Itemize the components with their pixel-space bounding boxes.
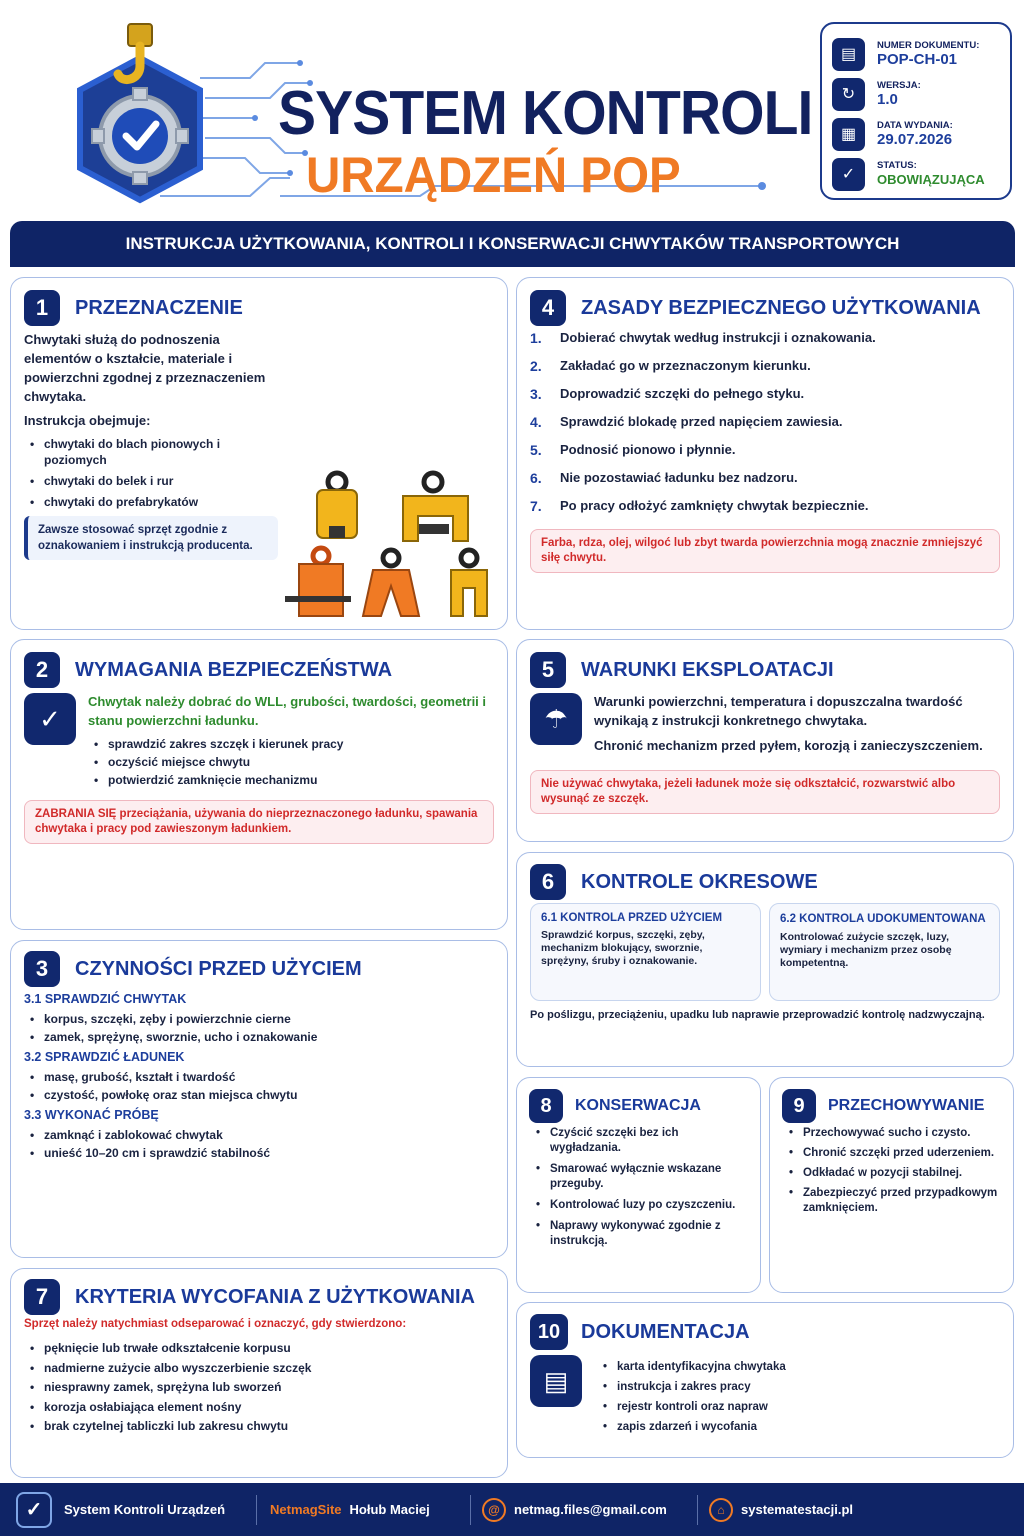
- step-item: [530, 414, 1000, 442]
- footer-divider: [256, 1495, 257, 1525]
- list-item: • Czyścić szczęki bez ich wygładzania.: [530, 1126, 752, 1156]
- website-link[interactable]: systematestacji.pl: [741, 1502, 854, 1517]
- list-item: • instrukcja i zakres pracy: [597, 1377, 997, 1397]
- meta-value: POP-CH-01: [877, 50, 958, 68]
- step-number: 1.: [530, 330, 542, 346]
- brand-name: NetmagSite: [270, 1502, 342, 1517]
- group-list: [24, 1010, 494, 1046]
- meta-doc-number: [832, 34, 1000, 74]
- safe-use-steps: [530, 330, 1000, 526]
- email-link[interactable]: netmag.files@gmail.com: [514, 1502, 667, 1517]
- documented-check: [769, 903, 1000, 1001]
- storage-list: [783, 1126, 1008, 1216]
- main-title: SYSTEM KONTROLI: [278, 79, 813, 148]
- list-item: • chwytaki do prefabrykatów: [24, 494, 259, 510]
- section-number: 5: [530, 652, 566, 688]
- meta-value: 1.0: [877, 90, 898, 108]
- section-number: 3: [24, 951, 60, 987]
- meta-label: WERSJA:: [877, 79, 921, 91]
- step-number: 3.: [530, 386, 542, 402]
- step-item: [530, 386, 1000, 414]
- step-text: Dobierać chwytak według instrukcji i oznakowania.: [560, 330, 876, 345]
- step-number: 6.: [530, 470, 542, 486]
- section-title: CZYNNOŚCI PRZED UŻYCIEM: [75, 958, 362, 980]
- email-icon: @: [482, 1498, 506, 1522]
- subsection-title: 6.2 KONTROLA UDOKUMENTOWANA: [780, 913, 986, 925]
- list-item: • Naprawy wykonywać zgodnie z instrukcją.: [530, 1219, 752, 1249]
- list-item: • Przechowywać sucho i czysto.: [783, 1126, 1008, 1141]
- step-item: [530, 470, 1000, 498]
- withdrawal-lead: Sprzęt należy natychmiast odseparować i oznaczyć, gdy stwierdzono:: [24, 1318, 407, 1330]
- section-purpose: [10, 277, 508, 630]
- section-periodic-checks: [516, 852, 1014, 1067]
- section-intro: Chwytaki służą do podnoszenia elementów o kształcie, materiale i powierzchni zgodnej z przeznaczeniem chwytaka.: [24, 332, 266, 404]
- umbrella-icon: ☂: [530, 693, 582, 745]
- section-title: WARUNKI EKSPLOATACJI: [581, 659, 834, 681]
- step-number: 5.: [530, 442, 542, 458]
- group-heading: 3.2 SPRAWDZIĆ ŁADUNEK: [24, 1050, 185, 1064]
- section-title: ZASADY BEZPIECZNEGO UŻYTKOWANIA: [581, 297, 981, 319]
- list-item: • Odkładać w pozycji stabilnej.: [783, 1166, 1008, 1181]
- check-icon: ✓: [16, 1492, 52, 1528]
- step-text: Po pracy odłożyć zamknięty chwytak bezpiecznie.: [560, 498, 869, 513]
- requirement-list: [88, 736, 488, 788]
- section-title: PRZEZNACZENIE: [75, 297, 243, 319]
- section-title: KRYTERIA WYCOFANIA Z UŻYTKOWANIA: [75, 1286, 475, 1308]
- section-safety-requirements: [10, 639, 508, 930]
- meta-version: [832, 74, 1000, 114]
- home-icon: ⌂: [709, 1498, 733, 1522]
- list-item: • zamknąć i zablokować chwytak: [24, 1126, 494, 1144]
- list-item: • niesprawny zamek, sprężyna lub sworzeń: [24, 1378, 494, 1398]
- list-item: • zamek, sprężynę, sworznie, ucho i oznakowanie: [24, 1028, 494, 1046]
- group-heading: 3.1 SPRAWDZIĆ CHWYTAK: [24, 992, 187, 1006]
- section-pre-use-actions: [10, 940, 508, 1258]
- check-icon: ✓: [832, 158, 865, 191]
- list-item: • nadmierne zużycie albo wyszczerbienie szczęk: [24, 1359, 494, 1379]
- list-item: • Kontrolować luzy po czyszczeniu.: [530, 1198, 752, 1213]
- step-text: Doprowadzić szczęki do pełnego styku.: [560, 386, 805, 401]
- list-item: • pęknięcie lub trwałe odkształcenie korpusu: [24, 1339, 494, 1359]
- list-item: • karta identyfikacyjna chwytaka: [597, 1357, 997, 1377]
- list-item: • sprawdzić zakres szczęk i kierunek pracy: [88, 736, 488, 752]
- meta-date: [832, 114, 1000, 154]
- section-maintenance: [516, 1077, 761, 1293]
- list-item: • korpus, szczęki, zęby i powierzchnie cierne: [24, 1010, 494, 1028]
- step-item: [530, 330, 1000, 358]
- grippers-image: [273, 466, 503, 626]
- step-number: 7.: [530, 498, 542, 514]
- section-title: WYMAGANIA BEZPIECZEŃSTWA: [75, 659, 393, 681]
- section-number: 9: [782, 1089, 816, 1123]
- list-item: • potwierdzić zamknięcie mechanizmu: [88, 772, 488, 788]
- list-item: • unieść 10–20 cm i sprawdzić stabilność: [24, 1144, 494, 1162]
- list-item: • rejestr kontroli oraz napraw: [597, 1397, 997, 1417]
- meta-status: [832, 154, 1000, 194]
- group-list: [24, 1068, 494, 1104]
- withdrawal-list: [24, 1339, 494, 1437]
- refresh-icon: ↻: [832, 78, 865, 111]
- section-title: DOKUMENTACJA: [581, 1321, 750, 1343]
- list-item: • Chronić szczęki przed uderzeniem.: [783, 1146, 1008, 1161]
- prohibition-warning: ZABRANIA SIĘ przeciążania, używania do nieprzeznaczonego ładunku, spawania chwytaka i pracy pod zawieszonym ładunkiem.: [24, 800, 494, 844]
- document-banner: INSTRUKCJA UŻYTKOWANIA, KONTROLI I KONSERWACJI CHWYTAKÓW TRANSPORTOWYCH: [10, 221, 1015, 267]
- document-icon: ▤: [832, 38, 865, 71]
- section-number: 2: [24, 652, 60, 688]
- section-number: 7: [24, 1279, 60, 1315]
- check-before-use: [530, 903, 761, 1001]
- documentation-list: [597, 1357, 997, 1437]
- list-item: • czystość, powłokę oraz stan miejsca chwytu: [24, 1086, 494, 1104]
- extraordinary-check-note: Po poślizgu, przeciążeniu, upadku lub naprawie przeprowadzić kontrolę nadzwyczajną.: [530, 1009, 985, 1021]
- footer-divider: [470, 1495, 471, 1525]
- list-item: • chwytaki do blach pionowych i poziomych: [24, 436, 259, 468]
- section-title: KONTROLE OKRESOWE: [581, 871, 818, 893]
- warning-note: Nie używać chwytaka, jeżeli ładunek może się odkształcić, rozwarstwić albo wysunąć ze szczęk.: [530, 770, 1000, 814]
- list-item: • Smarować wyłącznie wskazane przeguby.: [530, 1162, 752, 1192]
- section-title: PRZECHOWYWANIE: [828, 1097, 985, 1114]
- scope-label: Instrukcja obejmuje:: [24, 413, 151, 428]
- step-number: 4.: [530, 414, 542, 430]
- section-withdrawal-criteria: [10, 1268, 508, 1478]
- footer-bar: [0, 1483, 1024, 1536]
- step-text: Podnosić pionowo i płynnie.: [560, 442, 736, 457]
- section-documentation: [516, 1302, 1014, 1458]
- section-number: 10: [530, 1314, 568, 1350]
- footer-website[interactable]: [709, 1483, 853, 1536]
- footer-system: [16, 1483, 225, 1536]
- step-item: [530, 358, 1000, 386]
- step-item: [530, 442, 1000, 470]
- subsection-text: Kontrolować zużycie szczęk, luzy, wymiary i mechanizm przez osobę kompetentną.: [780, 931, 952, 969]
- section-safe-use: [516, 277, 1014, 630]
- meta-label: NUMER DOKUMENTU:: [877, 39, 980, 51]
- section-title: KONSERWACJA: [575, 1097, 701, 1114]
- scope-list: [24, 436, 259, 510]
- document-icon: ▤: [530, 1355, 582, 1407]
- step-item: [530, 498, 1000, 526]
- main-subtitle: URZĄDZEŃ POP: [306, 147, 681, 203]
- list-item: • chwytaki do belek i rur: [24, 473, 259, 489]
- section-number: 4: [530, 290, 566, 326]
- footer-system-name: System Kontroli Urządzeń: [64, 1502, 226, 1517]
- check-icon: ✓: [24, 693, 76, 745]
- info-note: Zawsze stosować sprzęt zgodnie z oznakowaniem i instrukcją producenta.: [24, 516, 278, 560]
- section-operating-conditions: [516, 639, 1014, 842]
- section-number: 1: [24, 290, 60, 326]
- meta-label: STATUS:: [877, 159, 917, 171]
- list-item: • oczyścić miejsce chwytu: [88, 754, 488, 770]
- step-text: Sprawdzić blokadę przed napięciem zawiesia.: [560, 414, 843, 429]
- maintenance-list: [530, 1126, 752, 1249]
- subsection-title: 6.1 KONTROLA PRZED UŻYCIEM: [541, 912, 723, 924]
- step-text: Zakładać go w przeznaczonym kierunku.: [560, 358, 811, 373]
- step-text: Nie pozostawiać ładunku bez nadzoru.: [560, 470, 798, 485]
- warning-note: Farba, rdza, olej, wilgoć lub zbyt twarda powierzchnia mogą znacznie zmniejszyć siłę chwytu.: [530, 529, 1000, 573]
- document-meta-card: [820, 22, 1012, 200]
- footer-brand: [270, 1483, 430, 1536]
- group-heading: 3.3 WYKONAĆ PRÓBĘ: [24, 1108, 159, 1122]
- calendar-icon: ▦: [832, 118, 865, 151]
- conditions-text: Warunki powierzchni, temperatura i dopuszczalna twardość wynikają z instrukcji konkretnego chwytaka.: [594, 694, 963, 728]
- protection-text: Chronić mechanizm przed pyłem, korozją i zanieczyszczeniem.: [594, 738, 983, 753]
- section-number: 8: [529, 1089, 563, 1123]
- step-number: 2.: [530, 358, 542, 374]
- section-storage: [769, 1077, 1014, 1293]
- requirement-lead: Chwytak należy dobrać do WLL, grubości, twardości, geometrii i stanu powierzchni ładunku.: [88, 694, 487, 728]
- meta-value: 29.07.2026: [877, 130, 953, 148]
- list-item: • brak czytelnej tabliczki lub zakresu chwytu: [24, 1417, 494, 1437]
- list-item: • zapis zdarzeń i wycofania: [597, 1417, 997, 1437]
- author-name: Hołub Maciej: [349, 1502, 430, 1517]
- subsection-text: Sprawdzić korpus, szczęki, zęby, mechanizm blokujący, sworznie, sprężyny, śruby i oznakowanie.: [541, 929, 705, 967]
- list-item: • korozja osłabiająca element nośny: [24, 1398, 494, 1418]
- list-item: • masę, grubość, kształt i twardość: [24, 1068, 494, 1086]
- section-number: 6: [530, 864, 566, 900]
- meta-label: DATA WYDANIA:: [877, 119, 953, 131]
- footer-email[interactable]: [482, 1483, 667, 1536]
- footer-divider: [697, 1495, 698, 1525]
- group-list: [24, 1126, 494, 1162]
- pre-use-groups: [24, 992, 494, 1162]
- list-item: • Zabezpieczyć przed przypadkowym zamknięciem.: [783, 1186, 1008, 1216]
- status-value: OBOWIĄZUJĄCA: [877, 171, 985, 187]
